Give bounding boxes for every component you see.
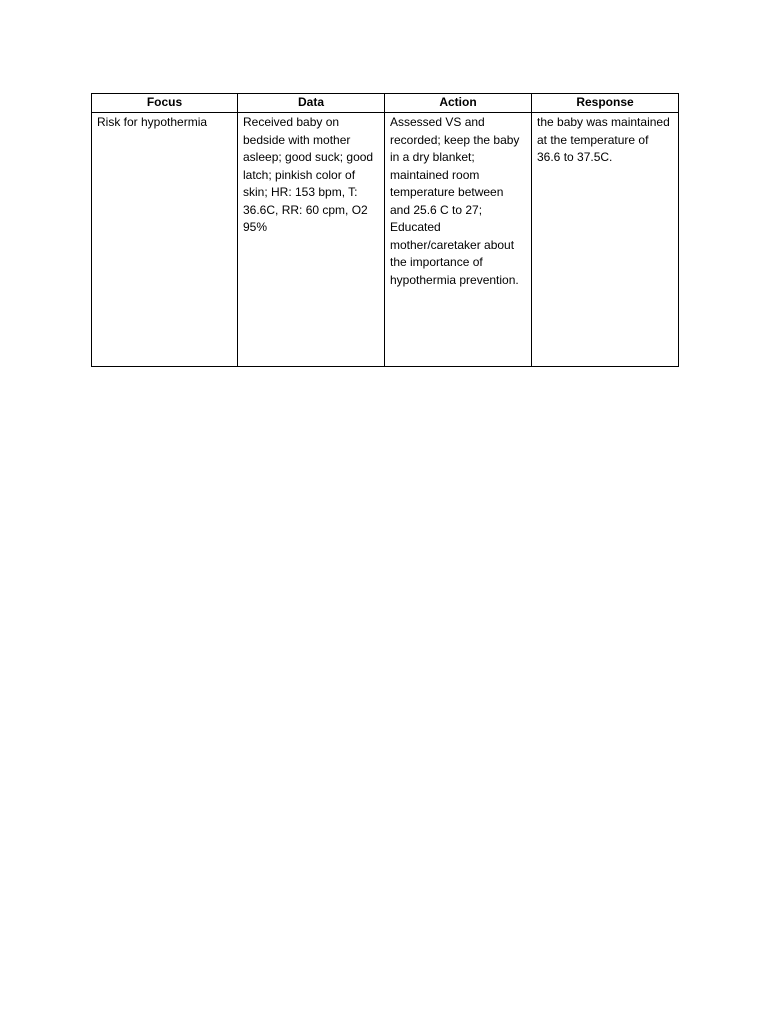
table-body xyxy=(92,113,679,367)
header-response: Response xyxy=(532,94,679,113)
header-focus: Focus xyxy=(92,94,238,113)
cell-data: Received baby on bedside with mother asleep; good suck; good latch; pinkish color of skin; HR: 153 bpm, T: 36.6C, RR: 60 cpm, O2 95% xyxy=(238,113,385,367)
cell-response: the baby was maintained at the temperature of 36.6 to 37.5C. xyxy=(532,113,679,367)
header-row xyxy=(92,94,679,113)
header-data: Data xyxy=(238,94,385,113)
table-row xyxy=(92,113,679,367)
header-action: Action xyxy=(385,94,532,113)
cell-focus: Risk for hypothermia xyxy=(92,113,238,367)
table-header xyxy=(92,94,679,113)
cell-action: Assessed VS and recorded; keep the baby in a dry blanket; maintained room temperature between and 25.6 C to 27; Educated mother/caretaker about the importance of hypothermia prevention. xyxy=(385,113,532,367)
fdar-table xyxy=(91,93,679,367)
